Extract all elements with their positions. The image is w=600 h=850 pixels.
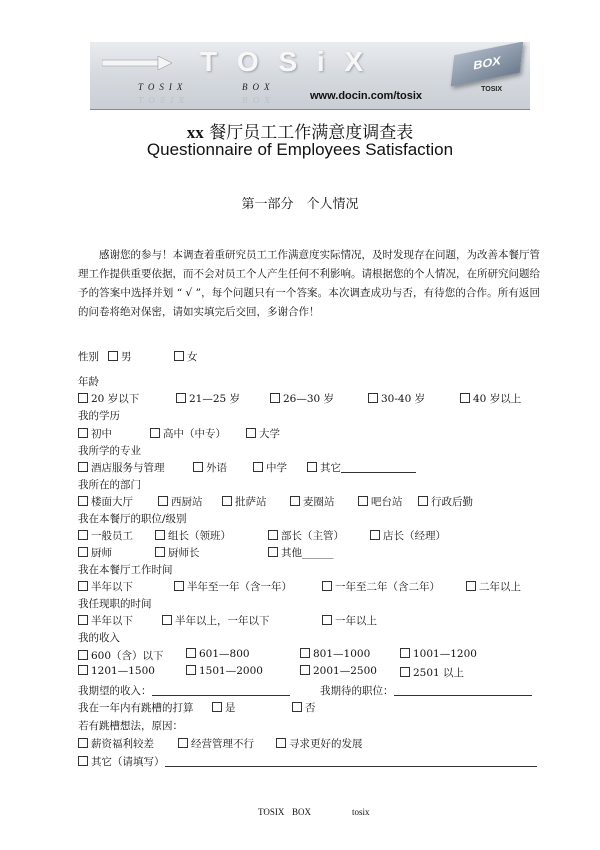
expected-position-row: 我期待的职位： [320,683,532,698]
banner-reflection-mid: BOX [242,96,276,105]
banner-url: www.docin.com/tosix [310,90,423,102]
other-input[interactable] [341,460,416,473]
checkbox-icon[interactable] [108,351,118,361]
option-education[interactable]: 大学 [246,426,280,441]
option-education[interactable]: 初中 [78,426,112,441]
option-job-hop-yes[interactable]: 是 [212,700,236,715]
reason-other-input[interactable] [165,754,537,767]
box-logo: BOX [451,42,524,87]
question-label: 我的收入 [78,632,120,644]
option-tenure[interactable]: 一年至二年（含二年） [322,579,440,594]
option-position[interactable]: 一般员工 [78,528,133,543]
banner-logo-text: T O S i X [200,46,370,77]
option-income[interactable]: 801—1000 [300,648,370,660]
option-department[interactable]: 批萨站 [222,494,267,509]
option-reason[interactable]: 寻求更好的发展 [276,736,363,751]
option-major-other[interactable]: 其它 [307,460,416,475]
option-position[interactable]: 组长（领班） [155,528,231,543]
option-major[interactable]: 中学 [253,460,287,475]
option-income[interactable]: 600（含）以下 [78,648,164,663]
option-current-tenure[interactable]: 半年以上，一年以下 [162,613,270,628]
option-reason[interactable]: 经营管理不行 [178,736,254,751]
box-caption: TOSIX [481,86,502,93]
expected-position-input[interactable] [394,683,532,696]
question-label: 我的学历 [78,410,120,422]
option-female[interactable]: 女 [174,349,198,364]
option-major[interactable]: 酒店服务与管理 [78,460,165,475]
option-age[interactable]: 30-40 岁 [368,391,425,406]
option-job-hop-no[interactable]: 否 [292,700,316,715]
option-current-tenure[interactable]: 半年以下 [78,613,133,628]
option-age[interactable]: 26—30 岁 [270,391,334,406]
option-position[interactable]: 部长（主管） [268,528,344,543]
title-cn-text: 餐厅员工工作满意度调查表 [209,123,414,143]
option-tenure[interactable]: 半年以下 [78,579,133,594]
question-label: 年龄 [78,376,99,388]
gender-row [78,349,99,364]
option-department[interactable]: 楼面大厅 [78,494,133,509]
question-label: 若有跳槽想法，原因： [78,720,183,732]
footer-mid: BOX [292,807,312,817]
option-position[interactable]: 厨师 [78,545,112,560]
banner-sub-mid: BOX [242,82,275,92]
banner-divider [90,109,530,110]
footer-right: tosix [352,807,370,817]
footer-left: TOSIX [258,807,285,817]
intro-paragraph: 感谢您的参与！本调查着重研究员工工作满意度实际情况，及时发现存在问题，为改善本餐厅管理工作提供重要依据，而不会对员工个人产生任何不利影响。请根据您的个人情况，在所研究问题给予的答案中选择并划 “ √ ”，每个问题只有一个答案。本次调查成功与否，有待您的合作。所有返回的问卷将绝对保密，请如实填完后交回，多谢合作！ [78,249,540,318]
section-heading: 第一部分 个人情况 [241,197,359,212]
option-income[interactable]: 1201—1500 [78,665,155,677]
expected-income-input[interactable] [152,683,290,696]
option-tenure[interactable]: 半年至一年（含一年） [174,579,292,594]
option-position[interactable]: 厨师长 [155,545,200,560]
expected-income-row: 我期望的收入： [78,683,290,698]
option-reason[interactable]: 薪资福利较差 [78,736,154,751]
option-department[interactable]: 吧台站 [358,494,403,509]
question-label: 我在本餐厅的职位/级别 [78,513,187,525]
option-position-other[interactable]: 其他______ [268,545,334,560]
question-label: 我在本餐厅工作时间 [78,564,173,576]
option-age[interactable]: 40 岁以上 [460,391,521,406]
option-income[interactable]: 2501 以上 [400,665,464,680]
option-current-tenure[interactable]: 一年以上 [322,613,377,628]
option-major[interactable]: 外语 [193,460,227,475]
option-education[interactable]: 高中（中专） [150,426,226,441]
question-label: 我所学的专业 [78,445,141,457]
option-income[interactable]: 2001—2500 [300,665,377,677]
option-position[interactable]: 店长（经理） [370,528,446,543]
question-label: 我所在的部门 [78,479,141,491]
option-income[interactable]: 601—800 [186,648,250,660]
option-tenure[interactable]: 二年以上 [466,579,521,594]
header-banner [90,42,530,110]
option-age[interactable]: 20 岁以下 [78,391,139,406]
option-department[interactable]: 行政后勤 [418,494,473,509]
arrow-icon [102,56,172,70]
checkbox-icon[interactable] [174,351,184,361]
option-male[interactable]: 男 [108,349,132,364]
option-reason-other[interactable]: 其它（请填写） [78,754,537,769]
option-age[interactable]: 21—25 岁 [176,391,240,406]
option-department[interactable]: 西厨站 [158,494,203,509]
option-income[interactable]: 1001—1200 [400,648,477,660]
page-subtitle: Questionnaire of Employees Satisfaction [146,140,454,159]
question-label: 性别 [78,351,99,363]
question-label: 我任现职的时间 [78,598,152,610]
title-prefix: xx [186,123,204,142]
banner-sub-left: TOSIX [138,82,188,92]
option-income[interactable]: 1501—2000 [186,665,263,677]
option-department[interactable]: 麦圈站 [290,494,335,509]
job-hop-row: 我在一年内有跳槽的打算 [78,702,194,714]
banner-reflection-left: TOSIX [138,96,190,105]
